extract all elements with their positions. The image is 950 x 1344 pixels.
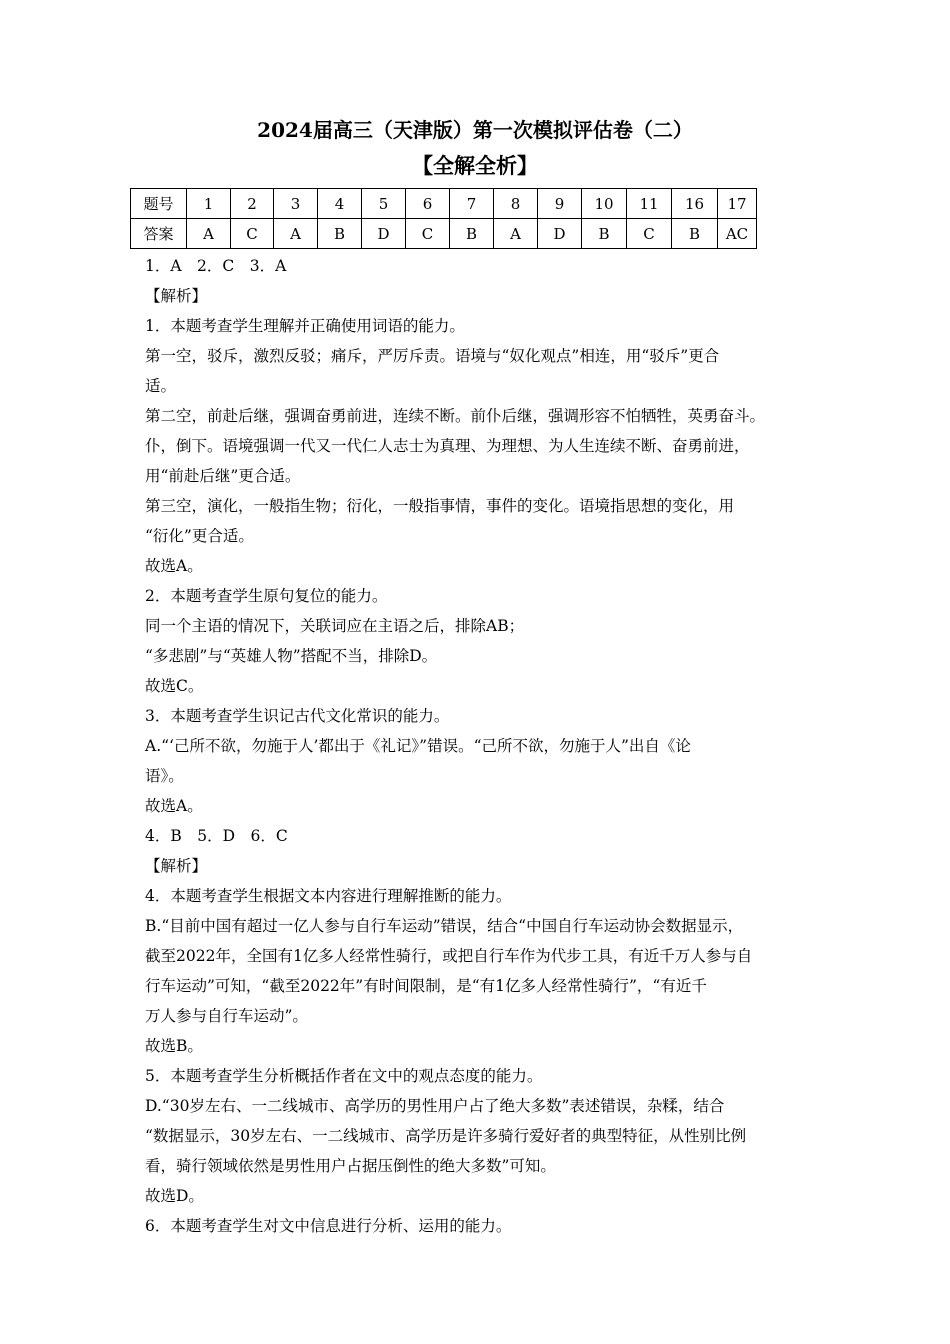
text-line: 故选B。: [145, 1037, 203, 1055]
answer-cell: A: [494, 219, 538, 249]
row-header-cell: 题号: [131, 189, 187, 219]
text-line: 1．本题考查学生理解并正确使用词语的能力。: [145, 317, 465, 335]
text-line: 第二空，前赴后继，强调奋勇前进，连续不断。前仆后继，强调形容不怕牺牲，英勇奋斗。: [145, 407, 766, 425]
question-number-cell: 4: [318, 189, 362, 219]
text-line: 故选D。: [145, 1187, 204, 1205]
text-line: 【解析】: [145, 857, 208, 875]
question-number-row: [131, 189, 757, 219]
answer-cell: C: [627, 219, 672, 249]
text-line: “数据显示，30岁左右、一二线城市、高学历是许多骑行爱好者的典型特征，从性别比例: [145, 1127, 747, 1145]
answer-cell: D: [362, 219, 406, 249]
explanation-body: [145, 251, 810, 1241]
question-number-cell: 7: [450, 189, 494, 219]
text-line: 2．本题考查学生原句复位的能力。: [145, 587, 388, 605]
answer-cell: AC: [718, 219, 757, 249]
question-number-cell: 10: [582, 189, 627, 219]
text-line: 3．本题考查学生识记古代文化常识的能力。: [145, 707, 450, 725]
text-line: 1．A 2．C 3．A: [145, 257, 287, 275]
text-line: 仆，倒下。语境强调一代又一代仁人志士为真理、为理想、为人生连续不断、奋勇前进，: [145, 437, 750, 455]
answer-cell: D: [538, 219, 582, 249]
answer-cell: B: [582, 219, 627, 249]
text-line: 故选C。: [145, 677, 204, 695]
text-line: D.“30岁左右、一二线城市、高学历的男性用户占了绝大多数”表述错误，杂糅，结合: [145, 1097, 725, 1115]
question-number-cell: 3: [274, 189, 318, 219]
answer-table: [130, 188, 757, 249]
answer-cell: C: [231, 219, 274, 249]
answer-cell: B: [450, 219, 494, 249]
question-number-cell: 11: [627, 189, 672, 219]
question-number-cell: 17: [718, 189, 757, 219]
question-number-cell: 9: [538, 189, 582, 219]
document-subtitle: 【全解全析】: [412, 153, 538, 178]
text-line: 用“前赴后继”更合适。: [145, 467, 301, 485]
question-number-cell: 2: [231, 189, 274, 219]
row-header-cell: 答案: [131, 219, 187, 249]
answer-cell: A: [187, 219, 231, 249]
question-number-cell: 5: [362, 189, 406, 219]
text-line: 4．本题考查学生根据文本内容进行理解推断的能力。: [145, 887, 512, 905]
question-number-cell: 6: [406, 189, 450, 219]
text-line: 万人参与自行车运动”。: [145, 1007, 308, 1025]
text-line: 6．本题考查学生对文中信息进行分析、运用的能力。: [145, 1217, 512, 1235]
text-line: 同一个主语的情况下，关联词应在主语之后，排除AB；: [145, 617, 525, 635]
text-line: 语》。: [145, 767, 184, 785]
text-line: 看，骑行领域依然是男性用户占据压倒性的绝大多数”可知。: [145, 1157, 556, 1175]
question-number-cell: 16: [672, 189, 718, 219]
text-line: A.“‘己所不欲，勿施于人’都出于《礼记》”错误。“己所不欲，勿施于人”出自《论: [145, 737, 691, 755]
text-line: 第三空，演化，一般指生物；衍化，一般指事情，事件的变化。语境指思想的变化，用: [145, 497, 735, 515]
text-line: 4．B 5．D 6．C: [145, 827, 288, 845]
text-line: “多悲剧”与“英雄人物”搭配不当，排除D。: [145, 647, 438, 665]
text-line: 截至2022年，全国有1亿多人经常性骑行，或把自行车作为代步工具，有近千万人参与自: [145, 947, 753, 965]
text-line: 【解析】: [145, 287, 208, 305]
answer-row: [131, 219, 757, 249]
text-line: 行车运动”可知，“截至2022年”有时间限制，是“有1亿多人经常性骑行”，“有近千: [145, 977, 707, 995]
text-line: 故选A。: [145, 557, 203, 575]
text-line: 5．本题考查学生分析概括作者在文中的观点态度的能力。: [145, 1067, 543, 1085]
answer-cell: B: [318, 219, 362, 249]
document-title: 2024届高三（天津版）第一次模拟评估卷（二）: [257, 118, 693, 142]
text-line: “衍化”更合适。: [145, 527, 254, 545]
answer-cell: A: [274, 219, 318, 249]
text-line: 适。: [145, 377, 177, 395]
text-line: B.“目前中国有超过一亿人参与自行车运动”错误，结合“中国自行车运动协会数据显示，: [145, 917, 744, 935]
question-number-cell: 1: [187, 189, 231, 219]
text-line: 故选A。: [145, 797, 203, 815]
answer-cell: C: [406, 219, 450, 249]
answer-cell: B: [672, 219, 718, 249]
question-number-cell: 8: [494, 189, 538, 219]
text-line: 第一空，驳斥，激烈反驳；痛斥，严厉斥责。语境与“奴化观点”相连，用“驳斥”更合: [145, 347, 720, 365]
